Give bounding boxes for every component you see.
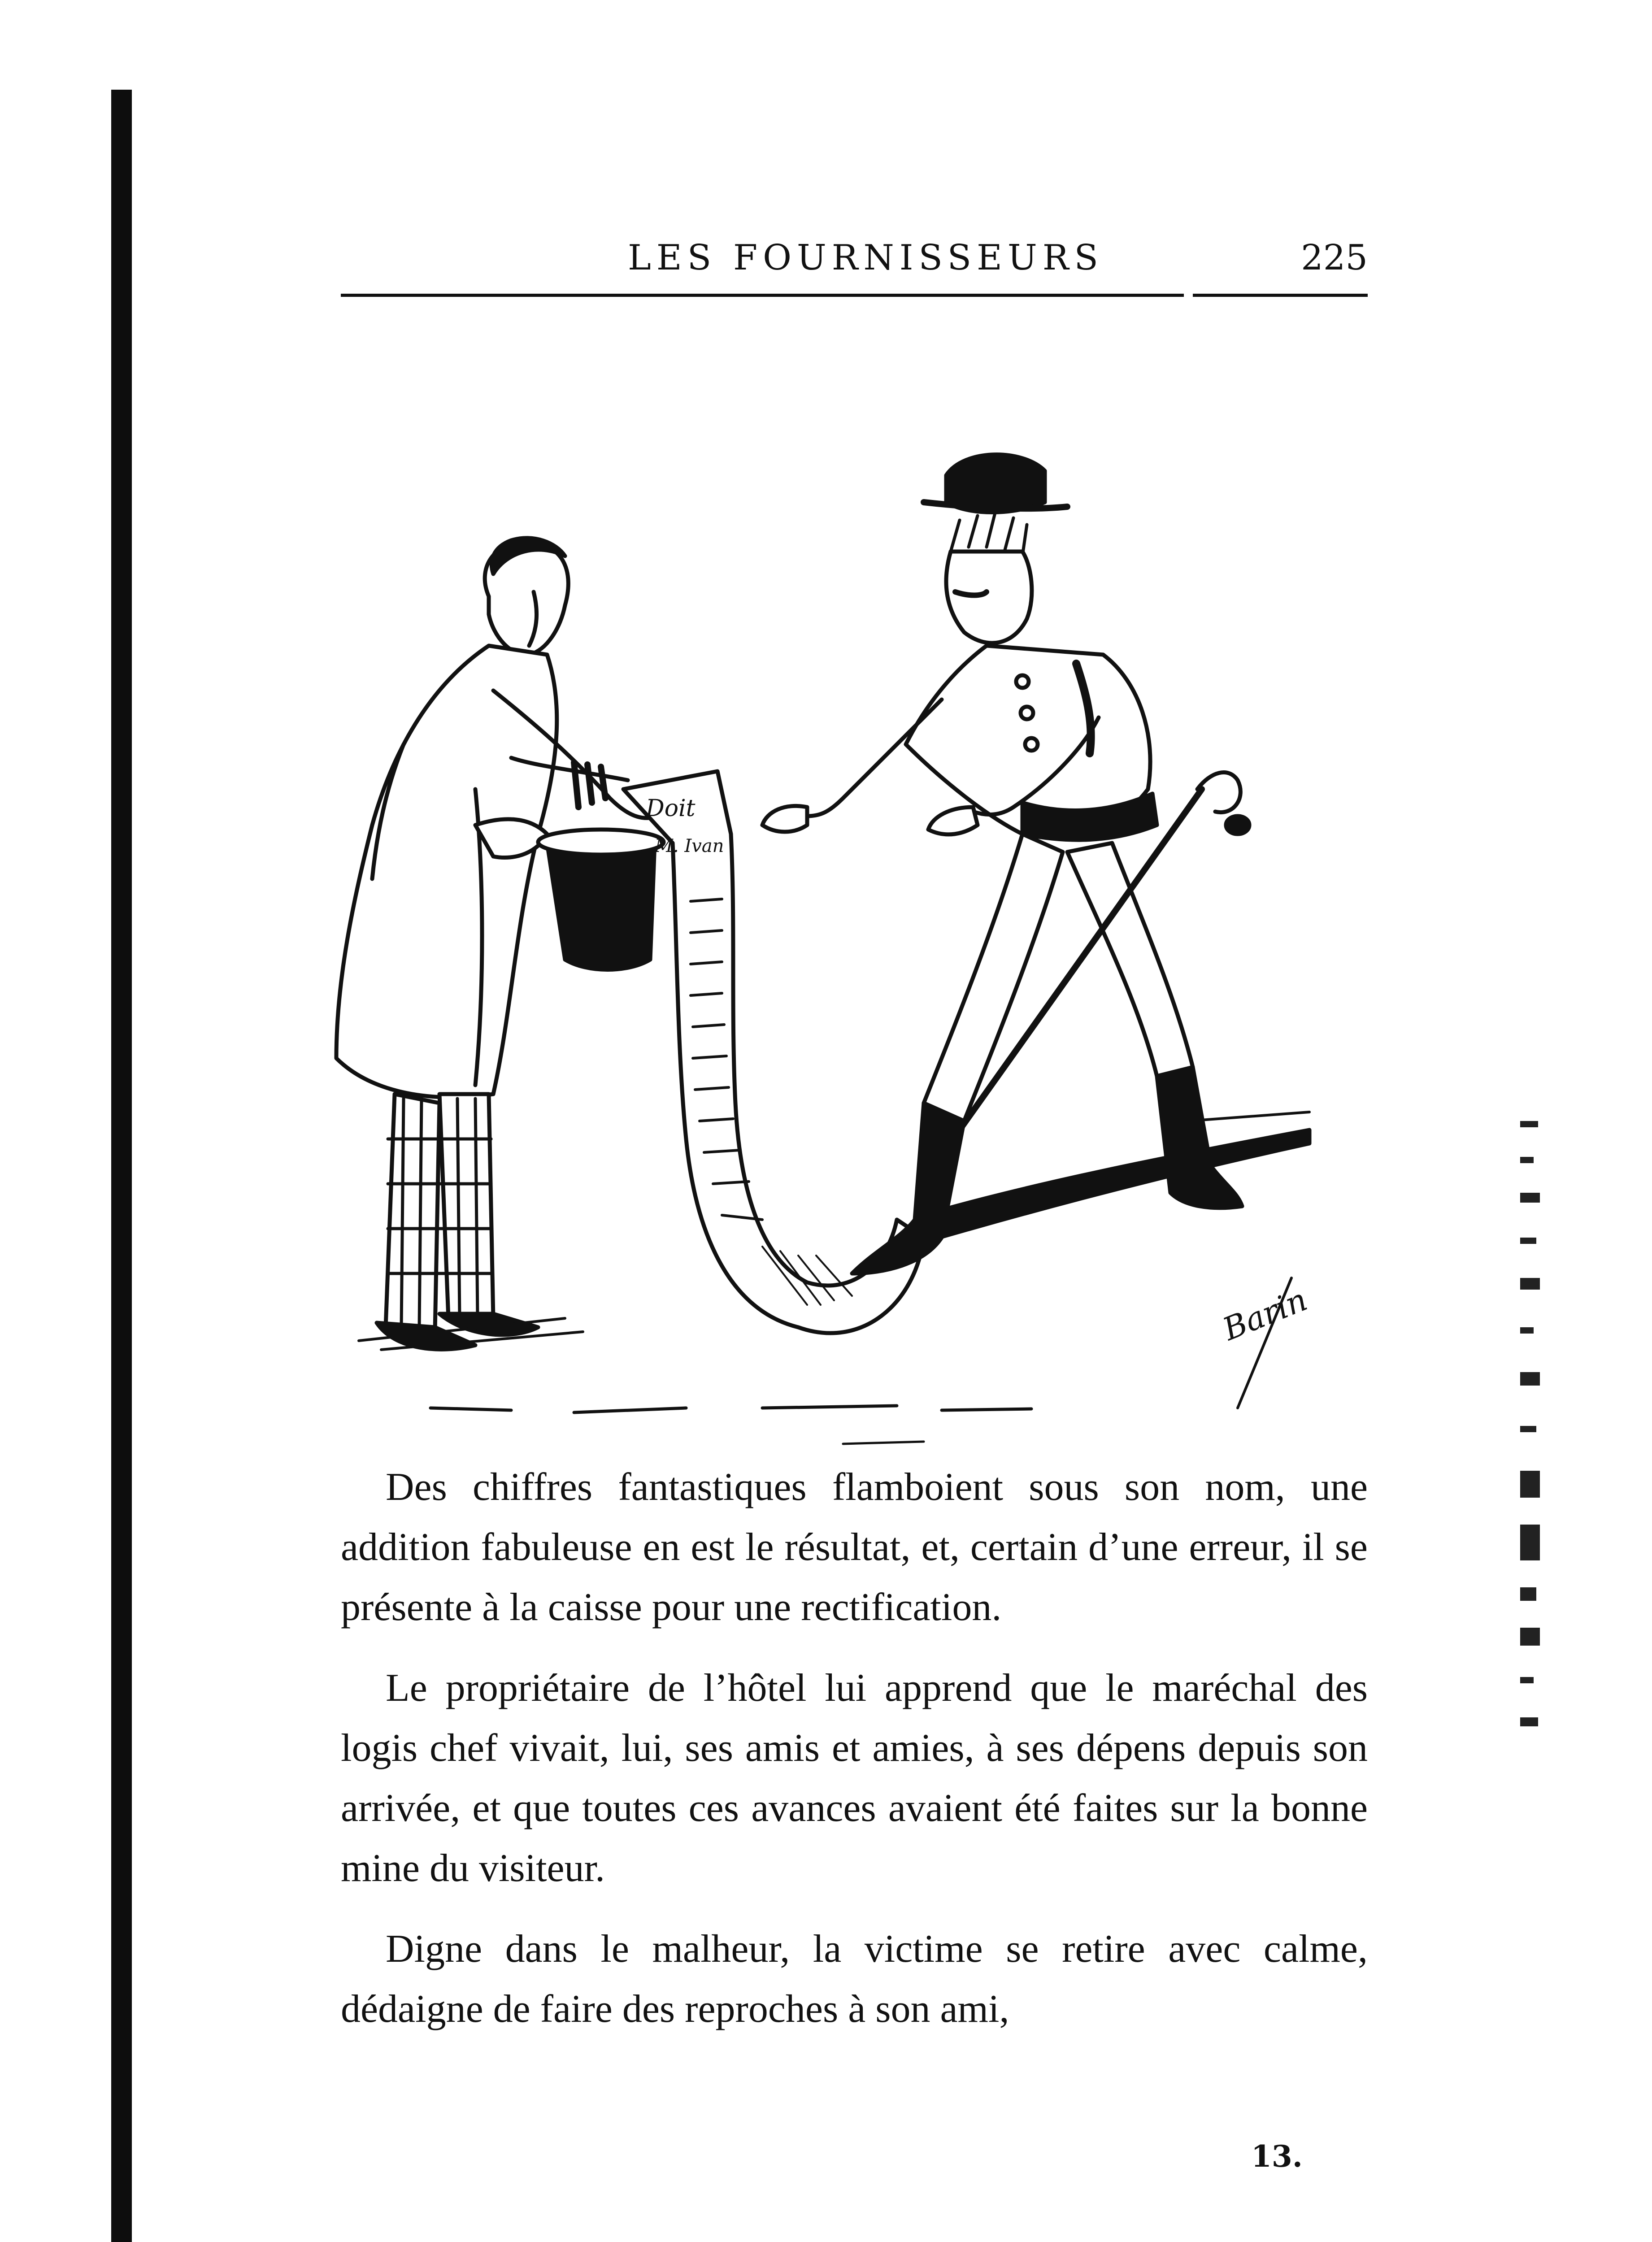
paragraph: Digne dans le malheur, la victime se retire avec calme, dédaigne de faire des reproches à son ami,: [341, 1927, 1368, 2031]
page-number: 225: [1301, 238, 1368, 278]
scan-calibration-strip: [1520, 1121, 1547, 1771]
bill-text-name: M. Ivan: [655, 836, 724, 856]
soldier-figure: [762, 455, 1309, 1273]
shopkeeper-figure: [336, 538, 668, 1350]
signature-mark: 13.: [1251, 2139, 1303, 2174]
head-rule: [341, 294, 1184, 297]
head-rule: [1193, 294, 1368, 297]
binding-edge: [111, 90, 132, 2242]
artist-signature: Barin: [1217, 1281, 1313, 1348]
illustration: [224, 341, 1480, 1462]
body-text: [341, 1457, 1368, 2060]
running-head-title: LES FOURNISSEURS: [628, 238, 1104, 278]
bill-text-doit: Doit: [646, 795, 696, 822]
paragraph: Le propriétaire de l’hôtel lui apprend que le maréchal des logis chef vivait, lui, ses amis et amies, à ses dépens depuis son arrivée, et que toutes ces avances avaient été faites sur la bonne mine du visiteur.: [341, 1666, 1368, 1890]
paragraph: Des chiffres fantastiques flamboient sous son nom, une addition fabuleuse en est le résultat, et, certain d’une erreur, il se présente à la caisse pour une rectification.: [341, 1465, 1368, 1629]
running-head: [341, 238, 1368, 291]
